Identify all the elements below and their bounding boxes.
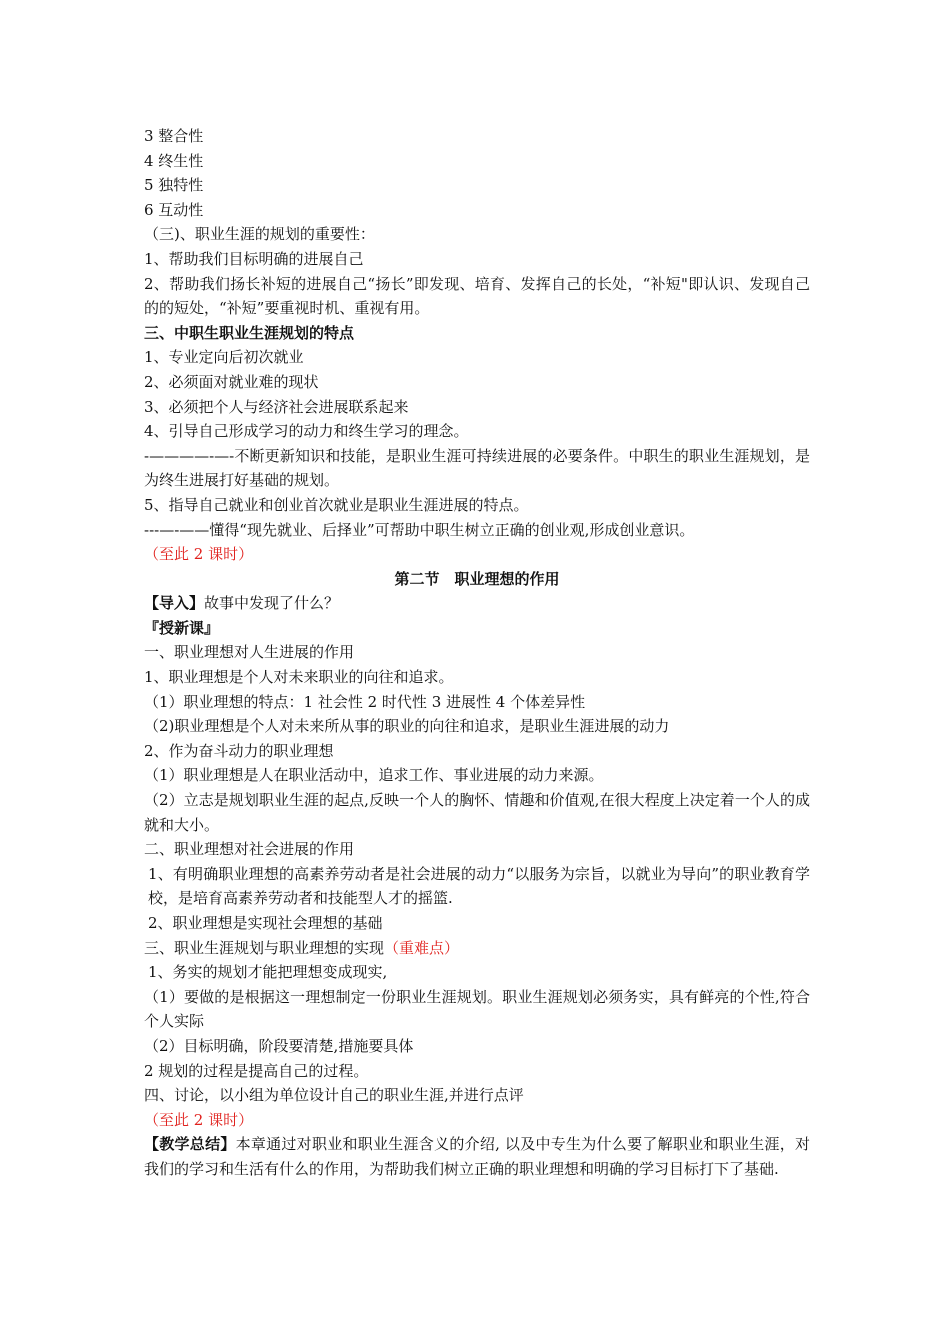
section-title: 第二节 职业理想的作用 [394, 569, 560, 588]
intro-label: 【导入】 [144, 594, 205, 613]
new-lesson-label: 『授新课』 [144, 618, 220, 637]
text-line: 二、职业理想对社会进展的作用 [144, 840, 355, 859]
text-line: 1、职业理想是个人对未来职业的向往和追求。 [144, 668, 454, 687]
intro-line [144, 591, 810, 616]
paragraph: 1、有明确职业理想的高素养劳动者是社会进展的动力“以服务为宗旨，以就业为导向”的职业教育学校，是培育高素养劳动者和技能型人才的摇篮. [148, 864, 810, 908]
paragraph: （2）立志是规划职业生涯的起点,反映一个人的胸怀、情趣和价值观,在很大程度上决定着一个人的成就和大小。 [144, 791, 810, 834]
section-heading-features: 三、中职生职业生涯规划的特点 [144, 323, 355, 342]
paragraph: ---—-——懂得“现先就业、后择业”可帮助中职生树立正确的创业观,形成创业意识。 [144, 520, 695, 539]
text-line: 5 独特性 [144, 176, 204, 195]
summary-paragraph [144, 1132, 810, 1181]
text-line: 四、讨论，以小组为单位设计自己的职业生涯,并进行点评 [144, 1086, 524, 1105]
subheading-importance: （三)、职业生涯的规划的重要性： [144, 225, 375, 244]
document-body [144, 124, 810, 1182]
text-line: 4 终生性 [144, 151, 204, 170]
text-line: 3、必须把个人与经济社会进展联系起来 [144, 397, 409, 416]
text-line: 4、引导自己形成学习的动力和终生学习的理念。 [144, 422, 469, 441]
summary-label: 【教学总结】 [144, 1135, 236, 1154]
summary-text: 本章通过对职业和职业生涯含义的介绍, 以及中专生为什么要了解职业和职业生涯，对我们的学习和生活有什么的作用，为帮助我们树立正确的职业理想和明确的学习目标打下了基础. [144, 1135, 810, 1178]
key-point-badge: （重难点） [384, 938, 460, 957]
text-line: 1、务实的规划才能把理想变成现实, [148, 963, 388, 982]
intro-text: 故事中发现了什么？ [204, 594, 340, 613]
text-line: 5、指导自己就业和创业首次就业是职业生涯进展的特点。 [144, 495, 529, 514]
key-point-line [144, 936, 810, 961]
lesson-note: （至此 2 课时） [144, 545, 254, 564]
text-line: （1）职业理想是人在职业活动中，追求工作、事业进展的动力来源。 [144, 766, 604, 785]
text-line: 2 规划的过程是提高自己的过程。 [144, 1061, 369, 1080]
lesson-note: （至此 2 课时） [144, 1110, 254, 1129]
text-line: （2）目标明确，阶段要清楚,措施要具体 [144, 1036, 414, 1055]
text-line: （1）职业理想的特点：1 社会性 2 时代性 3 进展性 4 个体差异性 [144, 692, 586, 711]
paragraph: 2、帮助我们扬长补短的进展自己“扬长”即发现、培育、发挥自己的长处，“补短"即认识、发现自己的的短处，“补短”要重视时机、重视有用。 [144, 274, 810, 318]
text-line: 一、职业理想对人生进展的作用 [144, 643, 355, 662]
text-line: 6 互动性 [144, 200, 204, 219]
text-line: 3 整合性 [144, 127, 204, 145]
paragraph: （1）要做的是根据这一理想制定一份职业生涯规划。职业生涯规划必须务实，具有鲜亮的个性,符合个人实际 [144, 987, 810, 1031]
text-line: 2、必须面对就业难的现状 [144, 372, 319, 391]
text-line: 2、作为奋斗动力的职业理想 [144, 741, 334, 760]
text-line: 1、帮助我们目标明确的进展自己 [144, 249, 364, 268]
text-line: 2、职业理想是实现社会理想的基础 [148, 914, 383, 932]
paragraph: -————-—-不断更新知识和技能，是职业生涯可持续进展的必要条件。中职生的职业生涯规划，是为终生进展打好基础的规划。 [144, 446, 810, 490]
key-point-text: 三、职业生涯规划与职业理想的实现 [144, 938, 385, 957]
text-line: 1、专业定向后初次就业 [144, 348, 304, 367]
text-line: （2)职业理想是个人对未来所从事的职业的向往和追求，是职业生涯进展的动力 [144, 717, 670, 736]
